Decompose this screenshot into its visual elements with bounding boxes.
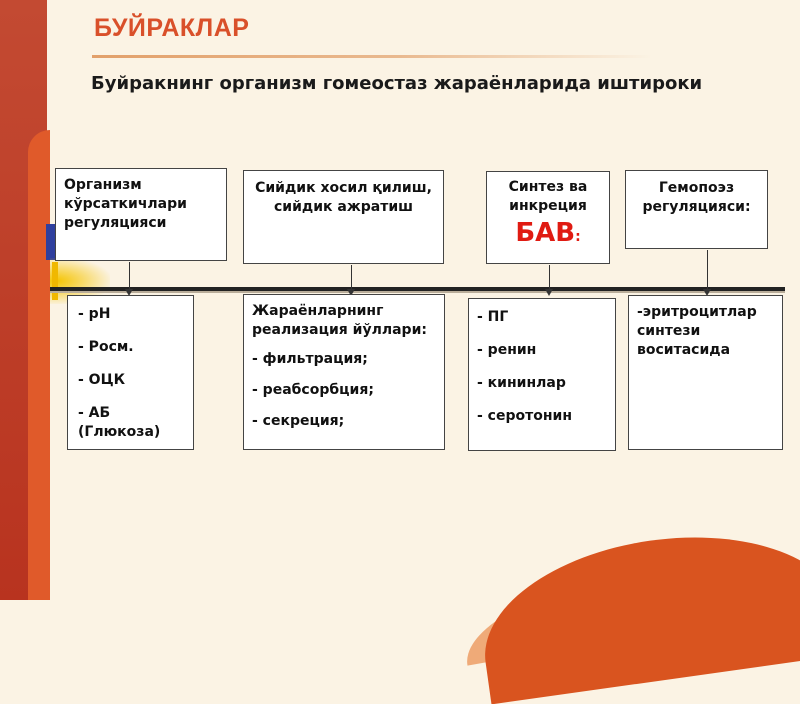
list-item: - фильтрация;: [252, 351, 368, 367]
box-bav-list: [468, 298, 616, 451]
yellow-accent-bar: [52, 262, 58, 300]
left-decor-curve: [28, 130, 50, 600]
arrow-3: [545, 289, 553, 296]
list-item: - реабсорбция;: [252, 382, 374, 398]
box-urine-formation-text: Сийдик хосил қилиш, сийдик ажратиш: [255, 180, 432, 215]
list-item: - АБ (Глюкоза): [78, 405, 161, 440]
box-hematopoiesis-regulation-text: Гемопоэз регуляцияси:: [642, 180, 751, 215]
bav-label: БАВ: [515, 218, 576, 248]
box-processes-heading: Жараёнларнинг реализация йўллари:: [252, 303, 427, 338]
list-item: - серотонин: [477, 408, 573, 424]
box-erythrocyte-synthesis-text: -эритроцитлар синтези воситасида: [637, 304, 757, 358]
box-urine-formation: [243, 170, 444, 264]
box-synthesis-incretion: [486, 171, 610, 264]
connector-4: [707, 250, 708, 290]
box-indicators-regulation: [55, 168, 227, 261]
box-erythrocyte-synthesis: [628, 295, 783, 450]
connector-2: [351, 265, 352, 290]
list-item: - ПГ: [477, 309, 509, 325]
list-item: - рН: [78, 306, 111, 322]
box-indicators-regulation-text: Организм кўрсаткичлари регуляцияси: [64, 177, 187, 231]
bav-colon: :: [575, 229, 581, 245]
box-synthesis-incretion-text: Синтез ва инкреция: [508, 179, 588, 214]
slide-title: БУЙРАКЛАР: [94, 14, 250, 42]
box-indicators-list: [67, 295, 194, 450]
box-hematopoiesis-regulation: [625, 170, 768, 249]
box-processes-list: [243, 294, 445, 450]
bottom-decor-swoosh: [472, 516, 800, 704]
title-underline: [92, 55, 652, 58]
connector-3: [549, 265, 550, 290]
connector-1: [129, 262, 130, 290]
slide-subtitle: Буйракнинг организм гомеостаз жараёнларида иштироки: [91, 73, 703, 94]
list-item: - Росм.: [78, 339, 134, 355]
list-item: - ОЦК: [78, 372, 126, 388]
list-item: - секреция;: [252, 413, 345, 429]
horizontal-connector-shadow: [50, 291, 785, 293]
list-item: - ренин: [477, 342, 537, 358]
list-item: - кининлар: [477, 375, 566, 391]
